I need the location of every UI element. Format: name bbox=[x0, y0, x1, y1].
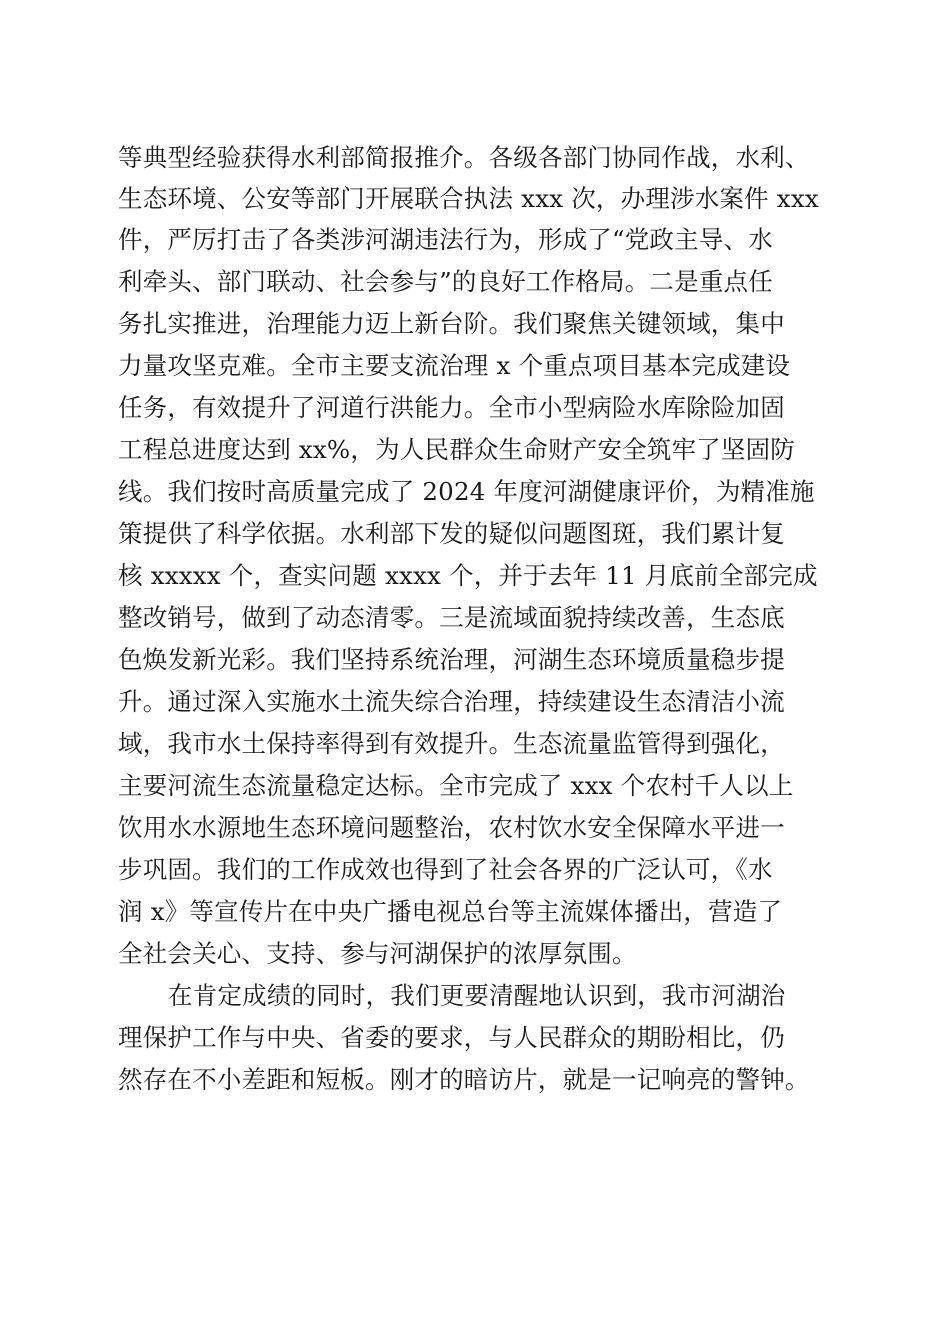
text-line: 润 x》等宣传片在中央广播电视总台等主流媒体播出，营造了 bbox=[118, 897, 783, 926]
text-line: 工程总进度达到 xx%，为人民群众生命财产安全筑牢了坚固防 bbox=[118, 435, 795, 464]
text-line: 升。通过深入实施水土流失综合治理，持续建设生态清洁小流 bbox=[118, 687, 785, 716]
text-line: 务扎实推进，治理能力迈上新台阶。我们聚焦关键领域，集中 bbox=[118, 309, 785, 338]
text-line: 步巩固。我们的工作成效也得到了社会各界的广泛认可，《水 bbox=[118, 855, 773, 884]
text-line: 整改销号，做到了动态清零。三是流域面貌持续改善，生态底 bbox=[118, 603, 785, 632]
text-line: 生态环境、公安等部门开展联合执法 xxx 次，办理涉水案件 xxx bbox=[118, 184, 819, 213]
text-line: 策提供了科学依据。水利部下发的疑似问题图斑，我们累计复 bbox=[118, 519, 785, 548]
text-line: 饮用水水源地生态环境问题整治，农村饮水安全保障水平进一 bbox=[118, 813, 785, 842]
text-line: 然存在不小差距和短板。刚才的暗访片，就是一记响亮的警钟。 bbox=[118, 1065, 810, 1094]
text-line: 全社会关心、支持、参与河湖保护的浓厚氛围。 bbox=[118, 939, 637, 968]
paragraph-first-line: 在肯定成绩的同时，我们更要清醒地认识到，我市河湖治 bbox=[168, 981, 786, 1010]
text-line: 域，我市水土保持率得到有效提升。生态流量监管得到强化， bbox=[118, 729, 785, 758]
text-line: 力量攻坚克难。全市主要支流治理 x 个重点项目基本完成建设 bbox=[118, 351, 791, 380]
text-line: 任务，有效提升了河道行洪能力。全市小型病险水库除险加固 bbox=[118, 393, 785, 422]
text-line: 主要河流生态流量稳定达标。全市完成了 xxx 个农村千人以上 bbox=[118, 771, 794, 800]
text-line: 线。我们按时高质量完成了 2024 年度河湖健康评价，为精准施 bbox=[118, 477, 815, 506]
text-line: 等典型经验获得水利部简报推介。各级各部门协同作战，水利、 bbox=[118, 143, 810, 172]
text-line: 利牵头、部门联动、社会参与”的良好工作格局。二是重点任 bbox=[118, 267, 773, 296]
text-line: 核 xxxxx 个，查实问题 xxxx 个，并于去年 11 月底前全部完成 bbox=[118, 561, 818, 590]
text-line: 理保护工作与中央、省委的要求，与人民群众的期盼相比，仍 bbox=[118, 1023, 785, 1052]
text-line: 件，严厉打击了各类涉河湖违法行为，形成了“党政主导、水 bbox=[118, 225, 773, 254]
text-line: 色焕发新光彩。我们坚持系统治理，河湖生态环境质量稳步提 bbox=[118, 645, 785, 674]
